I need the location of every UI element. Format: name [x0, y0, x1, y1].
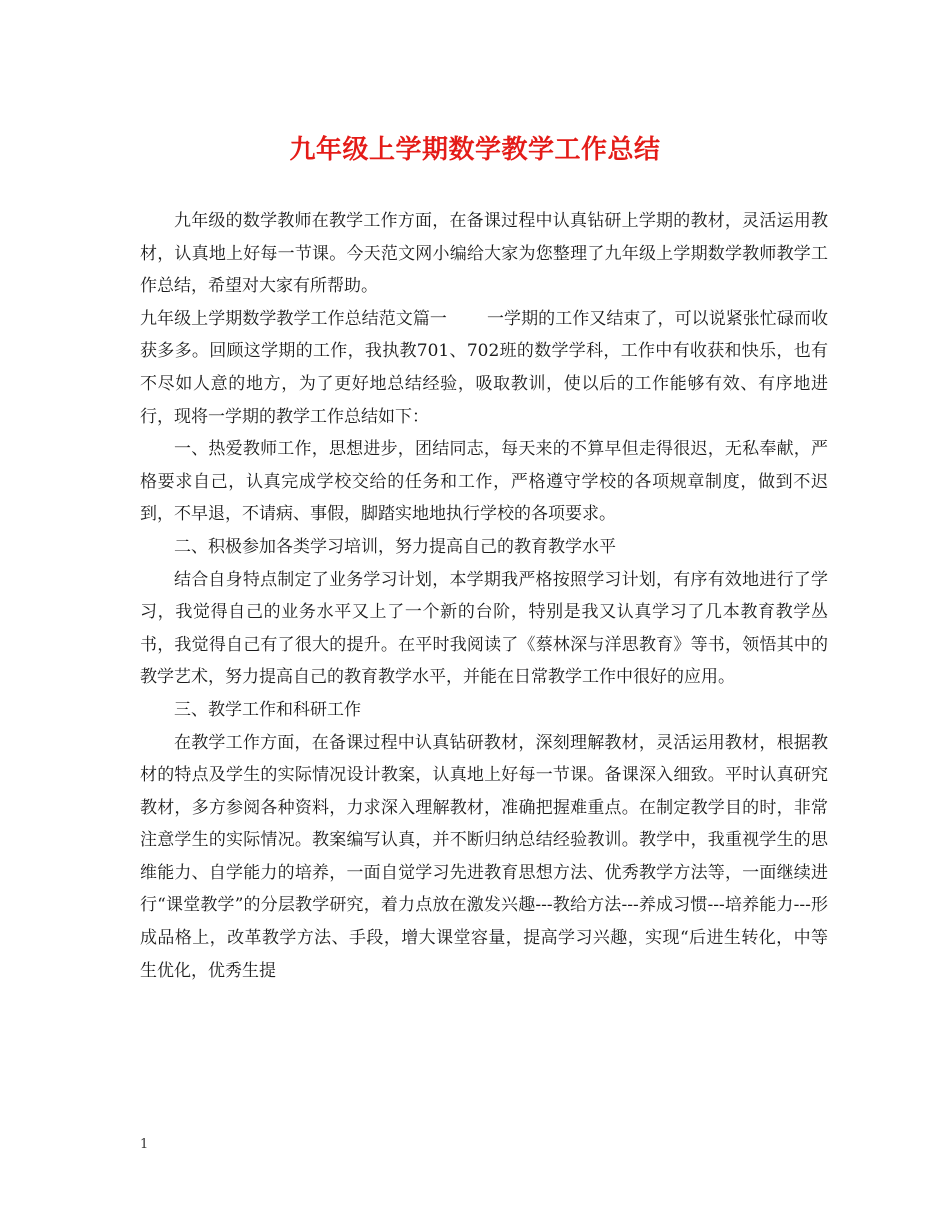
section-heading: 九年级上学期数学教学工作总结范文篇一 — [140, 308, 447, 329]
body-paragraph: 在教学工作方面，在备课过程中认真钻研教材，深刻理解教材，灵活运用教材，根据教材的特点及学生的实际情况设计教案，认真地上好每一节课。备课深入细致。平时认真研究教材，多方参阅各种资料，力求深入理解教材，准确把握难重点。在制定教学目的时，非常注意学生的实际情况。教案编写认真，并不断归纳总结经验教训。教学中，我重视学生的思维能力、自学能力的培养，一面自觉学习先进教育思想方法、优秀教学方法等，一面继续进行“课堂教学”的分层教学研究，着力点放在激发兴趣---教给方法---养成习惯---培养能力---形成品格上，改革教学方法、手段，增大课堂容量，提高学习兴趣，实现“后进生转化，中等生优化，优秀生提 — [140, 732, 828, 981]
page-number: 1 — [140, 1137, 149, 1152]
document-body — [140, 205, 828, 987]
body-paragraph: 结合自身特点制定了业务学习计划，本学期我严格按照学习计划，有序有效地进行了学习，我觉得自己的业务水平又上了一个新的台阶，特别是我又认真学习了几本教育教学丛书，我觉得自己有了很大的提升。在平时我阅读了《蔡林深与洋思教育》等书，领悟其中的教学艺术，努力提高自己的教育教学水平，并能在日常教学工作中很好的应用。 — [140, 569, 828, 688]
document-title: 九年级上学期数学教学工作总结 — [289, 135, 661, 165]
body-paragraph: 三、教学工作和科研工作 — [174, 699, 361, 720]
section-first-text: 一学期的工作又结束了，可以说紧张忙碌而收获多多。回顾这学期的工作，我执教701、702班的数学学科，工作中有收获和快乐，也有不尽如人意的地方，为了更好地总结经验，吸取教训，使以后的工作能够有效、有序地进行，现将一学期的教学工作总结如下： — [140, 308, 829, 427]
body-paragraph: 二、积极参加各类学习培训，努力提高自己的教育教学水平 — [174, 536, 616, 557]
body-paragraph: 一、热爱教师工作，思想进步，团结同志，每天来的不算早但走得很迟，无私奉献，严格要求自己，认真完成学校交给的任务和工作，严格遵守学校的各项规章制度，做到不迟到，不早退，不请病、事假，脚踏实地地执行学校的各项要求。 — [140, 439, 828, 525]
section-paragraph — [140, 303, 828, 433]
intro-paragraph: 九年级的数学教师在教学工作方面，在备课过程中认真钻研上学期的教材，灵活运用教材，认真地上好每一节课。今天范文网小编给大家为您整理了九年级上学期数学教师教学工作总结，希望对大家有所帮助。 — [140, 211, 828, 297]
